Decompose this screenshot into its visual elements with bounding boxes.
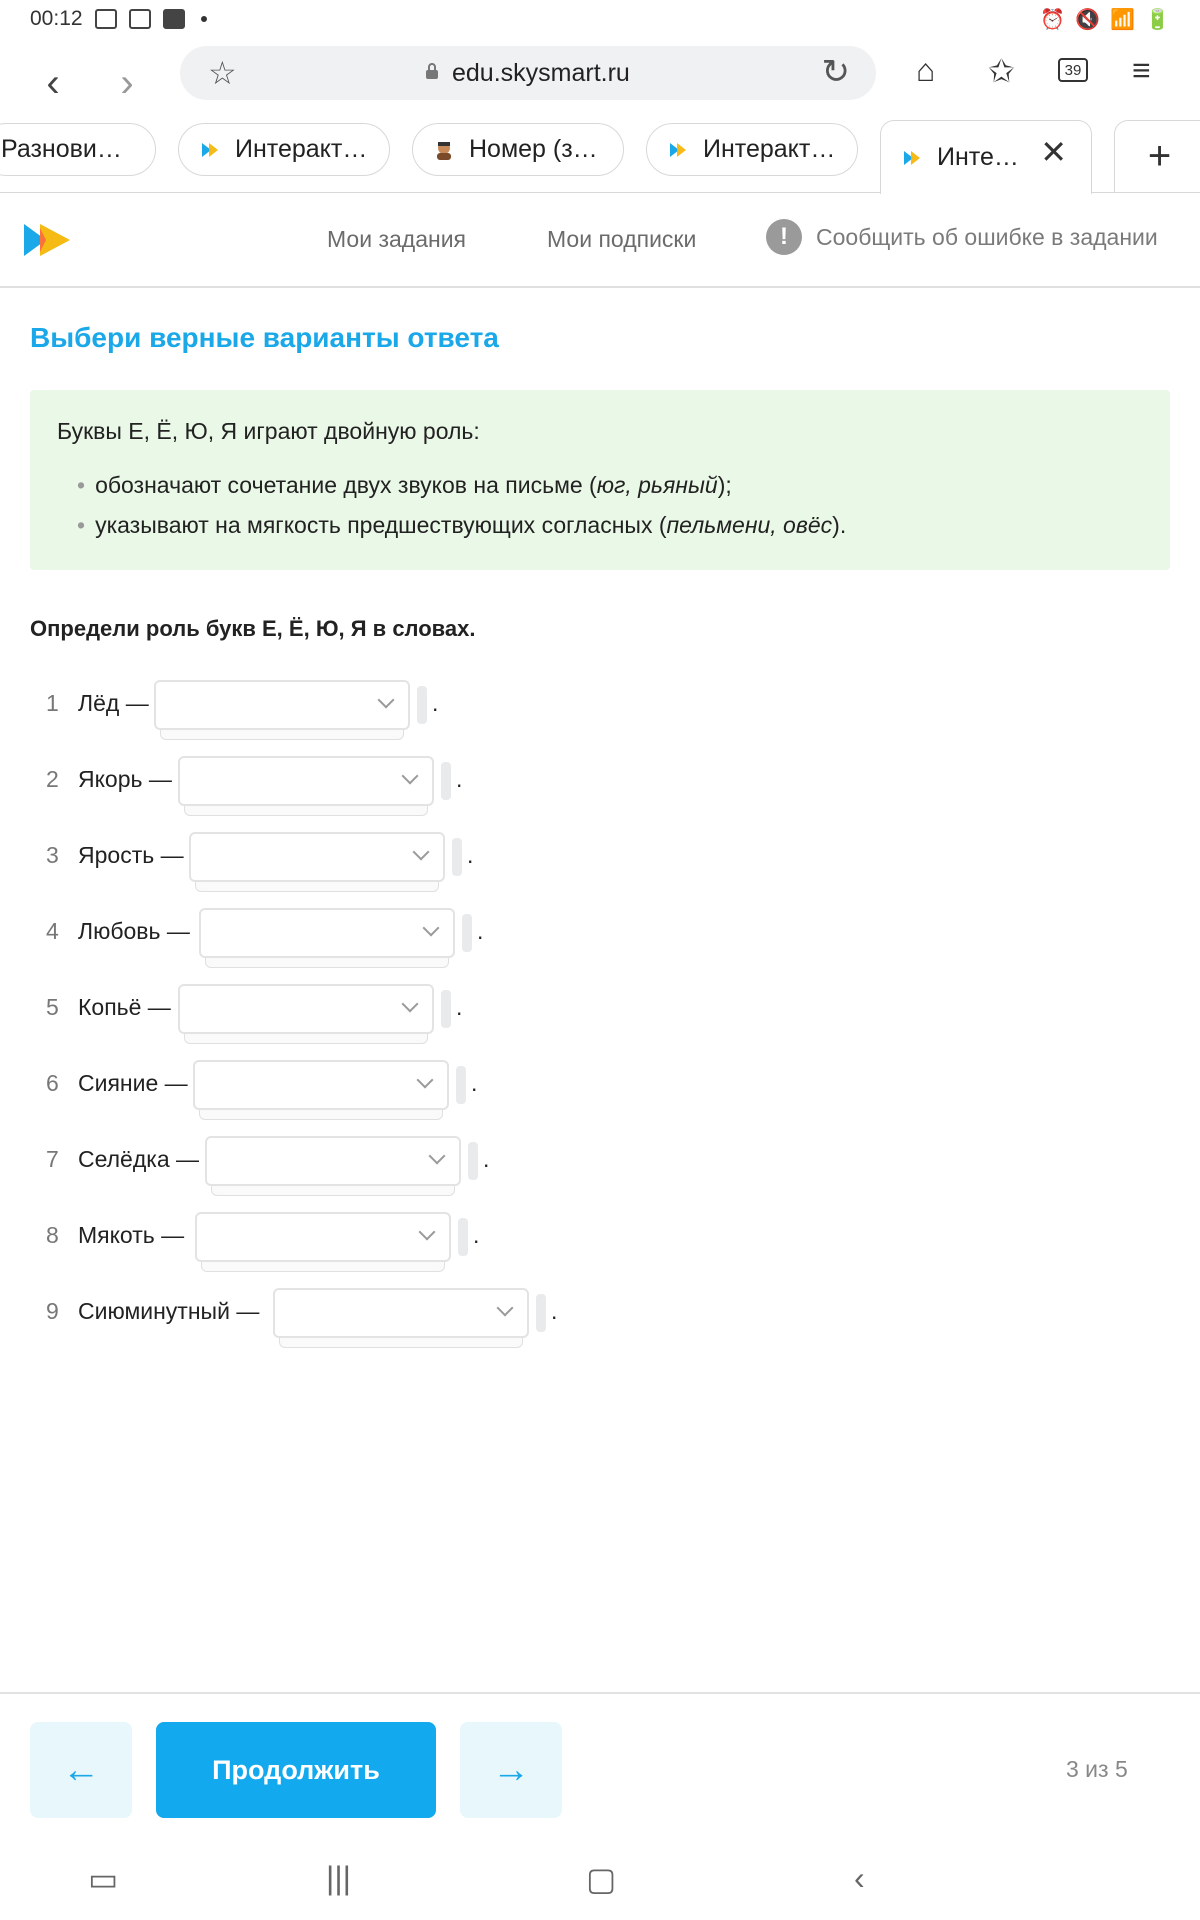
rule-text: обозначают сочетание двух звуков на письме ( bbox=[95, 472, 597, 498]
url-text: edu.skysmart.ru bbox=[452, 59, 630, 87]
more-notifications-icon bbox=[201, 16, 207, 22]
row-word: Любовь — bbox=[78, 918, 190, 944]
home-icon[interactable]: ⌂ bbox=[916, 52, 936, 88]
row-period: . bbox=[551, 1298, 558, 1324]
report-error-link[interactable] bbox=[766, 219, 1158, 255]
favorites-icon[interactable]: ✩ bbox=[988, 53, 1015, 89]
row-number: 9 bbox=[46, 1298, 59, 1324]
bookmark-star-icon[interactable]: ☆ bbox=[208, 55, 237, 91]
rule-lead: Буквы Е, Ё, Ю, Я играют двойную роль: bbox=[57, 418, 480, 444]
tab-5-active[interactable] bbox=[880, 120, 1092, 194]
answer-select[interactable] bbox=[154, 680, 410, 734]
skysmart-favicon-icon bbox=[667, 139, 689, 161]
drag-handle bbox=[441, 762, 451, 800]
tab-4[interactable] bbox=[646, 123, 858, 176]
tab-counter-button[interactable] bbox=[1058, 58, 1088, 82]
report-error-label: Сообщить об ошибке в задании bbox=[816, 223, 1158, 250]
row-period: . bbox=[467, 842, 474, 868]
app-notification-icon bbox=[163, 9, 185, 29]
close-tab-icon[interactable]: ✕ bbox=[1040, 134, 1067, 170]
tab-3[interactable] bbox=[412, 123, 624, 176]
answer-select[interactable] bbox=[189, 832, 445, 886]
screen-icon[interactable]: ▭ bbox=[88, 1861, 119, 1897]
row-period: . bbox=[432, 690, 439, 716]
tab-label: Интеракт… bbox=[703, 135, 836, 163]
rule-info-box bbox=[30, 390, 1170, 570]
browser-toolbar bbox=[0, 38, 1200, 128]
home-button-icon[interactable]: ▢ bbox=[586, 1861, 617, 1897]
skysmart-logo-icon[interactable] bbox=[22, 220, 74, 260]
drag-handle bbox=[458, 1218, 468, 1256]
rule-example: пельмени, овёс bbox=[666, 512, 833, 538]
rule-example: юг, рьяный bbox=[596, 472, 718, 498]
nav-my-subscriptions[interactable]: Мои подписки bbox=[547, 226, 697, 252]
tab-strip bbox=[0, 118, 1200, 193]
row-period: . bbox=[477, 918, 484, 944]
address-bar[interactable] bbox=[180, 46, 876, 100]
row-number: 2 bbox=[46, 766, 59, 792]
previous-button[interactable] bbox=[30, 1722, 132, 1818]
alarm-icon: ⏰ bbox=[1040, 8, 1066, 31]
row-number: 7 bbox=[46, 1146, 59, 1172]
drag-handle bbox=[417, 686, 427, 724]
row-number: 1 bbox=[46, 690, 59, 716]
new-tab-button[interactable]: + bbox=[1114, 120, 1200, 192]
tab-label: Разнови… bbox=[1, 135, 122, 163]
drag-handle bbox=[468, 1142, 478, 1180]
back-icon[interactable]: ‹ bbox=[46, 60, 60, 105]
avatar-favicon-icon bbox=[433, 139, 455, 161]
answer-select[interactable] bbox=[193, 1060, 449, 1114]
rule-item bbox=[77, 472, 846, 499]
arrow-right-icon: → bbox=[492, 1748, 530, 1791]
footer-divider bbox=[0, 1692, 1200, 1694]
rule-list bbox=[77, 472, 846, 552]
bullet-icon: • bbox=[77, 512, 86, 538]
row-number: 3 bbox=[46, 842, 59, 868]
row-number: 6 bbox=[46, 1070, 59, 1096]
answer-select[interactable] bbox=[195, 1212, 451, 1266]
next-button[interactable] bbox=[460, 1722, 562, 1818]
answer-select[interactable] bbox=[178, 756, 434, 810]
continue-button[interactable]: Продолжить bbox=[156, 1722, 436, 1818]
edit-notification-icon bbox=[129, 9, 151, 29]
row-period: . bbox=[456, 766, 463, 792]
tab-count: 39 bbox=[1064, 61, 1082, 79]
row-period: . bbox=[473, 1222, 480, 1248]
status-bar bbox=[0, 0, 1200, 38]
rule-text-end: ). bbox=[832, 512, 847, 538]
rule-text: указывают на мягкость предшествующих согласных ( bbox=[95, 512, 667, 538]
row-number: 8 bbox=[46, 1222, 59, 1248]
menu-icon[interactable]: ≡ bbox=[1132, 52, 1151, 88]
answer-select[interactable] bbox=[273, 1288, 529, 1342]
row-number: 4 bbox=[46, 918, 59, 944]
question-text: Определи роль букв Е, Ё, Ю, Я в словах. bbox=[30, 616, 476, 641]
battery-icon: 🔋 bbox=[1145, 8, 1170, 31]
bullet-icon: • bbox=[77, 472, 86, 498]
system-back-icon[interactable]: ‹ bbox=[854, 1860, 865, 1896]
row-word: Лёд — bbox=[78, 690, 149, 716]
recent-apps-icon[interactable]: ||| bbox=[326, 1860, 351, 1896]
forward-icon[interactable]: › bbox=[120, 60, 134, 105]
row-word: Сиюминутный — bbox=[78, 1298, 260, 1324]
arrow-left-icon: ← bbox=[62, 1748, 100, 1791]
skysmart-favicon-icon bbox=[901, 147, 923, 169]
drag-handle bbox=[456, 1066, 466, 1104]
mute-icon: 🔇 bbox=[1075, 8, 1101, 31]
row-period: . bbox=[483, 1146, 490, 1172]
tab-2[interactable] bbox=[178, 123, 390, 176]
gallery-notification-icon bbox=[95, 9, 117, 29]
page-counter: 3 из 5 bbox=[1066, 1756, 1128, 1782]
answer-select[interactable] bbox=[205, 1136, 461, 1190]
reload-icon[interactable]: ↻ bbox=[821, 53, 850, 91]
skysmart-favicon-icon bbox=[199, 139, 221, 161]
row-period: . bbox=[456, 994, 463, 1020]
site-header bbox=[0, 194, 1200, 288]
task-title: Выбери верные варианты ответа bbox=[30, 322, 499, 353]
drag-handle bbox=[536, 1294, 546, 1332]
tab-label: Номер (з… bbox=[469, 135, 598, 163]
row-word: Якорь — bbox=[78, 766, 172, 792]
status-time: 00:12 bbox=[30, 7, 83, 30]
row-word: Селёдка — bbox=[78, 1146, 200, 1172]
answer-select[interactable] bbox=[199, 908, 455, 962]
rule-item bbox=[77, 512, 846, 539]
wifi-icon: 📶 bbox=[1110, 8, 1136, 31]
exclamation-icon: ! bbox=[766, 219, 802, 255]
rule-text-end: ); bbox=[717, 472, 732, 498]
row-word: Сияние — bbox=[78, 1070, 188, 1096]
tab-label: Интеракт… bbox=[235, 135, 368, 163]
row-number: 5 bbox=[46, 994, 59, 1020]
row-word: Ярость — bbox=[78, 842, 184, 868]
lock-icon bbox=[425, 63, 439, 79]
row-period: . bbox=[471, 1070, 478, 1096]
tab-label: Инте… bbox=[937, 143, 1019, 171]
drag-handle bbox=[441, 990, 451, 1028]
nav-my-tasks[interactable]: Мои задания bbox=[327, 226, 466, 252]
system-navigation-bar bbox=[0, 1850, 1200, 1920]
row-word: Мякоть — bbox=[78, 1222, 185, 1248]
tab-1[interactable] bbox=[0, 123, 156, 176]
drag-handle bbox=[452, 838, 462, 876]
drag-handle bbox=[462, 914, 472, 952]
answer-select[interactable] bbox=[178, 984, 434, 1038]
row-word: Копьё — bbox=[78, 994, 171, 1020]
